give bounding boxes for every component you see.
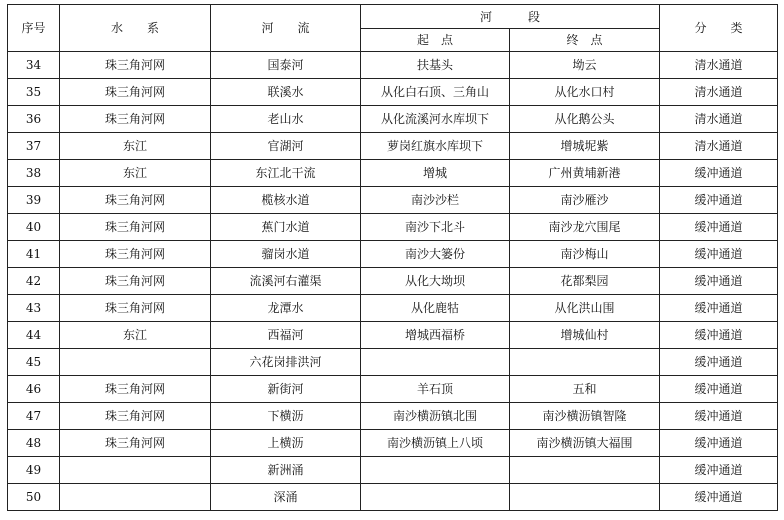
header-category: 分 类	[660, 5, 778, 52]
cell-index: 39	[8, 187, 60, 214]
cell-start	[361, 484, 510, 511]
header-end: 终 点	[510, 29, 660, 52]
cell-category: 缓冲通道	[660, 322, 778, 349]
cell-river: 蕉门水道	[211, 214, 361, 241]
table-row	[8, 214, 778, 241]
header-start: 起 点	[361, 29, 510, 52]
cell-end: 从化洪山围	[510, 295, 660, 322]
cell-water-system: 珠三角河网	[60, 403, 211, 430]
cell-category: 缓冲通道	[660, 376, 778, 403]
cell-water-system: 珠三角河网	[60, 52, 211, 79]
cell-category: 缓冲通道	[660, 268, 778, 295]
cell-category: 缓冲通道	[660, 484, 778, 511]
cell-water-system: 东江	[60, 160, 211, 187]
header-index: 序号	[8, 5, 60, 52]
cell-river: 国泰河	[211, 52, 361, 79]
table-row	[8, 160, 778, 187]
cell-start: 从化鹿牯	[361, 295, 510, 322]
cell-end: 增城仙村	[510, 322, 660, 349]
cell-end: 五和	[510, 376, 660, 403]
cell-water-system: 珠三角河网	[60, 79, 211, 106]
cell-water-system: 珠三角河网	[60, 214, 211, 241]
cell-water-system: 珠三角河网	[60, 106, 211, 133]
table-row	[8, 106, 778, 133]
cell-start	[361, 457, 510, 484]
cell-water-system: 珠三角河网	[60, 268, 211, 295]
table-row	[8, 484, 778, 511]
cell-start: 扶基头	[361, 52, 510, 79]
table-row	[8, 322, 778, 349]
cell-water-system: 珠三角河网	[60, 430, 211, 457]
table-row	[8, 268, 778, 295]
table-body	[8, 52, 778, 511]
cell-water-system	[60, 484, 211, 511]
cell-start: 羊石顶	[361, 376, 510, 403]
cell-water-system: 珠三角河网	[60, 376, 211, 403]
cell-index: 50	[8, 484, 60, 511]
cell-river: 官湖河	[211, 133, 361, 160]
cell-river: 新洲涌	[211, 457, 361, 484]
cell-category: 缓冲通道	[660, 187, 778, 214]
cell-index: 48	[8, 430, 60, 457]
cell-index: 34	[8, 52, 60, 79]
table-row	[8, 430, 778, 457]
cell-index: 40	[8, 214, 60, 241]
cell-river: 新街河	[211, 376, 361, 403]
table-row	[8, 133, 778, 160]
table-row	[8, 52, 778, 79]
cell-index: 38	[8, 160, 60, 187]
cell-start: 从化白石顶、三角山	[361, 79, 510, 106]
cell-end: 南沙梅山	[510, 241, 660, 268]
header-water-system: 水 系	[60, 5, 211, 52]
header-segment: 河 段	[361, 5, 660, 29]
header-river: 河 流	[211, 5, 361, 52]
cell-water-system	[60, 349, 211, 376]
cell-category: 缓冲通道	[660, 160, 778, 187]
cell-start: 增城	[361, 160, 510, 187]
table-row	[8, 403, 778, 430]
cell-start: 南沙沙栏	[361, 187, 510, 214]
cell-end: 南沙雁沙	[510, 187, 660, 214]
cell-end: 增城坭紫	[510, 133, 660, 160]
cell-end: 从化水口村	[510, 79, 660, 106]
cell-category: 缓冲通道	[660, 214, 778, 241]
cell-water-system	[60, 457, 211, 484]
cell-category: 缓冲通道	[660, 430, 778, 457]
cell-category: 缓冲通道	[660, 403, 778, 430]
cell-index: 49	[8, 457, 60, 484]
cell-end	[510, 349, 660, 376]
cell-end: 花都梨园	[510, 268, 660, 295]
cell-end: 南沙横沥镇智隆	[510, 403, 660, 430]
cell-start: 萝岗红旗水库坝下	[361, 133, 510, 160]
cell-index: 41	[8, 241, 60, 268]
cell-water-system: 东江	[60, 322, 211, 349]
table-row	[8, 187, 778, 214]
cell-water-system: 珠三角河网	[60, 187, 211, 214]
cell-river: 骝岗水道	[211, 241, 361, 268]
cell-river: 深涌	[211, 484, 361, 511]
cell-water-system: 珠三角河网	[60, 295, 211, 322]
cell-start: 南沙大篓份	[361, 241, 510, 268]
cell-river: 西福河	[211, 322, 361, 349]
cell-index: 46	[8, 376, 60, 403]
cell-index: 36	[8, 106, 60, 133]
cell-index: 47	[8, 403, 60, 430]
table-row	[8, 79, 778, 106]
table-row	[8, 241, 778, 268]
cell-start: 南沙下北斗	[361, 214, 510, 241]
cell-river: 上横沥	[211, 430, 361, 457]
cell-end	[510, 484, 660, 511]
table-row	[8, 457, 778, 484]
cell-start: 南沙横沥镇北围	[361, 403, 510, 430]
cell-river: 联溪水	[211, 79, 361, 106]
cell-start: 南沙横沥镇上八顷	[361, 430, 510, 457]
cell-index: 37	[8, 133, 60, 160]
cell-end	[510, 457, 660, 484]
cell-river: 六花岗排洪河	[211, 349, 361, 376]
cell-start: 从化大坳坝	[361, 268, 510, 295]
river-classification-table	[7, 4, 778, 511]
cell-index: 35	[8, 79, 60, 106]
cell-water-system: 珠三角河网	[60, 241, 211, 268]
cell-water-system: 东江	[60, 133, 211, 160]
cell-start: 增城西福桥	[361, 322, 510, 349]
cell-end: 南沙龙穴围尾	[510, 214, 660, 241]
cell-category: 清水通道	[660, 52, 778, 79]
cell-end: 南沙横沥镇大福围	[510, 430, 660, 457]
cell-river: 东江北干流	[211, 160, 361, 187]
cell-index: 45	[8, 349, 60, 376]
cell-category: 缓冲通道	[660, 295, 778, 322]
cell-river: 流溪河右灌渠	[211, 268, 361, 295]
cell-end: 从化鹅公头	[510, 106, 660, 133]
cell-start	[361, 349, 510, 376]
cell-category: 清水通道	[660, 106, 778, 133]
cell-river: 下横沥	[211, 403, 361, 430]
cell-index: 43	[8, 295, 60, 322]
cell-category: 清水通道	[660, 79, 778, 106]
cell-category: 缓冲通道	[660, 457, 778, 484]
cell-index: 44	[8, 322, 60, 349]
cell-river: 老山水	[211, 106, 361, 133]
cell-river: 榄核水道	[211, 187, 361, 214]
cell-start: 从化流溪河水库坝下	[361, 106, 510, 133]
table-row	[8, 295, 778, 322]
table-row	[8, 349, 778, 376]
cell-category: 缓冲通道	[660, 241, 778, 268]
cell-end: 广州黄埔新港	[510, 160, 660, 187]
cell-category: 缓冲通道	[660, 349, 778, 376]
cell-category: 清水通道	[660, 133, 778, 160]
table-row	[8, 376, 778, 403]
cell-index: 42	[8, 268, 60, 295]
cell-end: 坳云	[510, 52, 660, 79]
cell-river: 龙潭水	[211, 295, 361, 322]
